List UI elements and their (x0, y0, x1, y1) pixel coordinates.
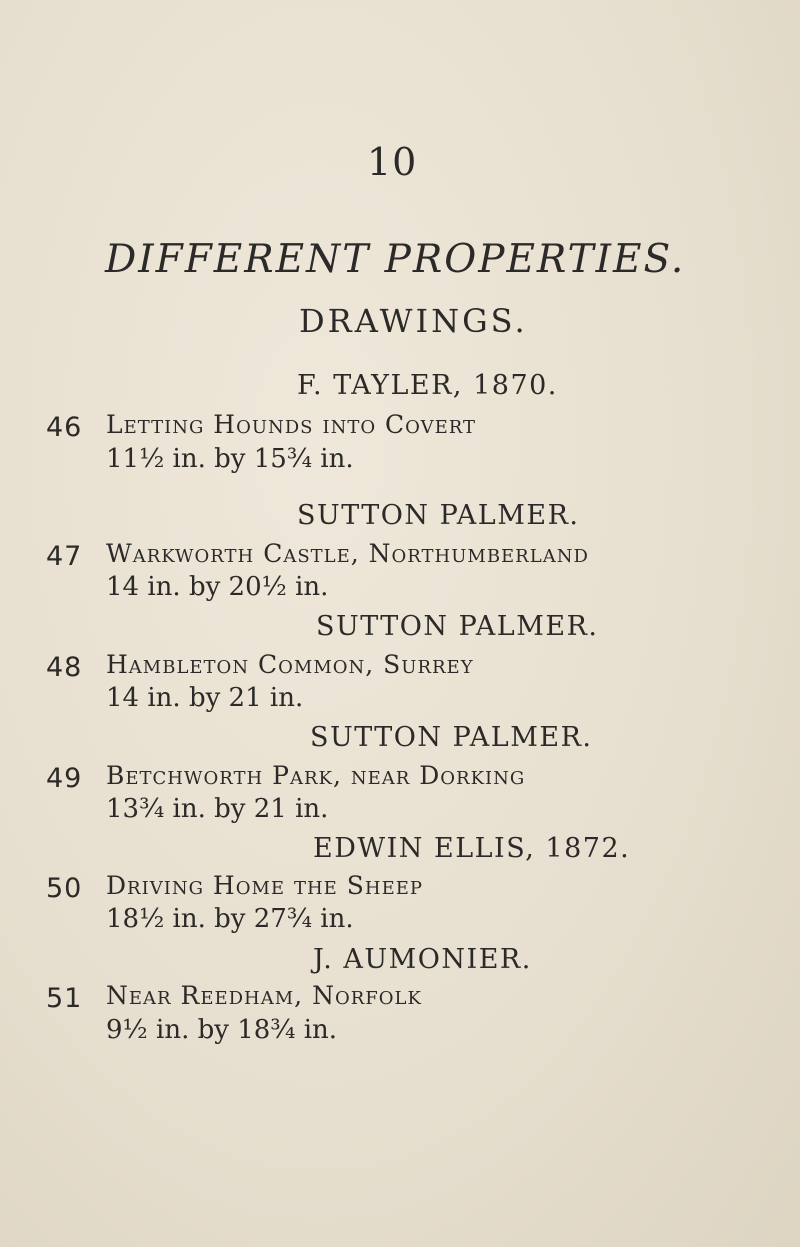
lot-artist: EDWIN ELLIS, 1872. (313, 833, 631, 864)
lot-dimensions: 9½ in. by 18¾ in. (106, 1015, 338, 1045)
lot-number: 48 (46, 652, 83, 683)
lot-number: 46 (46, 412, 83, 443)
lot-artist: SUTTON PALMER. (310, 722, 593, 753)
lot-number: 49 (46, 763, 83, 794)
subsection-title: DRAWINGS. (299, 302, 528, 340)
lot-dimensions: 14 in. by 20½ in. (106, 572, 329, 602)
lot-title: Near Reedham, Norfolk (106, 981, 422, 1010)
lot-title: Driving Home the Sheep (106, 871, 423, 900)
lot-artist: SUTTON PALMER. (297, 500, 580, 531)
lot-dimensions: 14 in. by 21 in. (106, 683, 304, 713)
lot-title: Letting Hounds into Covert (106, 410, 476, 439)
lot-artist: J. AUMONIER. (313, 944, 532, 975)
lot-artist: F. TAYLER, 1870. (297, 370, 558, 401)
lot-number: 50 (46, 873, 83, 904)
lot-number: 51 (46, 983, 83, 1014)
section-title: DIFFERENT PROPERTIES. (105, 237, 686, 282)
page-number: 10 (367, 140, 418, 184)
lot-artist: SUTTON PALMER. (316, 611, 599, 642)
lot-title: Warkworth Castle, Northumberland (106, 539, 589, 568)
lot-dimensions: 18½ in. by 27¾ in. (106, 904, 354, 934)
lot-dimensions: 11½ in. by 15¾ in. (106, 444, 354, 474)
lot-title: Betchworth Park, near Dorking (106, 761, 526, 790)
lot-title: Hambleton Common, Surrey (106, 650, 474, 679)
lot-dimensions: 13¾ in. by 21 in. (106, 794, 329, 824)
lot-number: 47 (46, 541, 83, 572)
